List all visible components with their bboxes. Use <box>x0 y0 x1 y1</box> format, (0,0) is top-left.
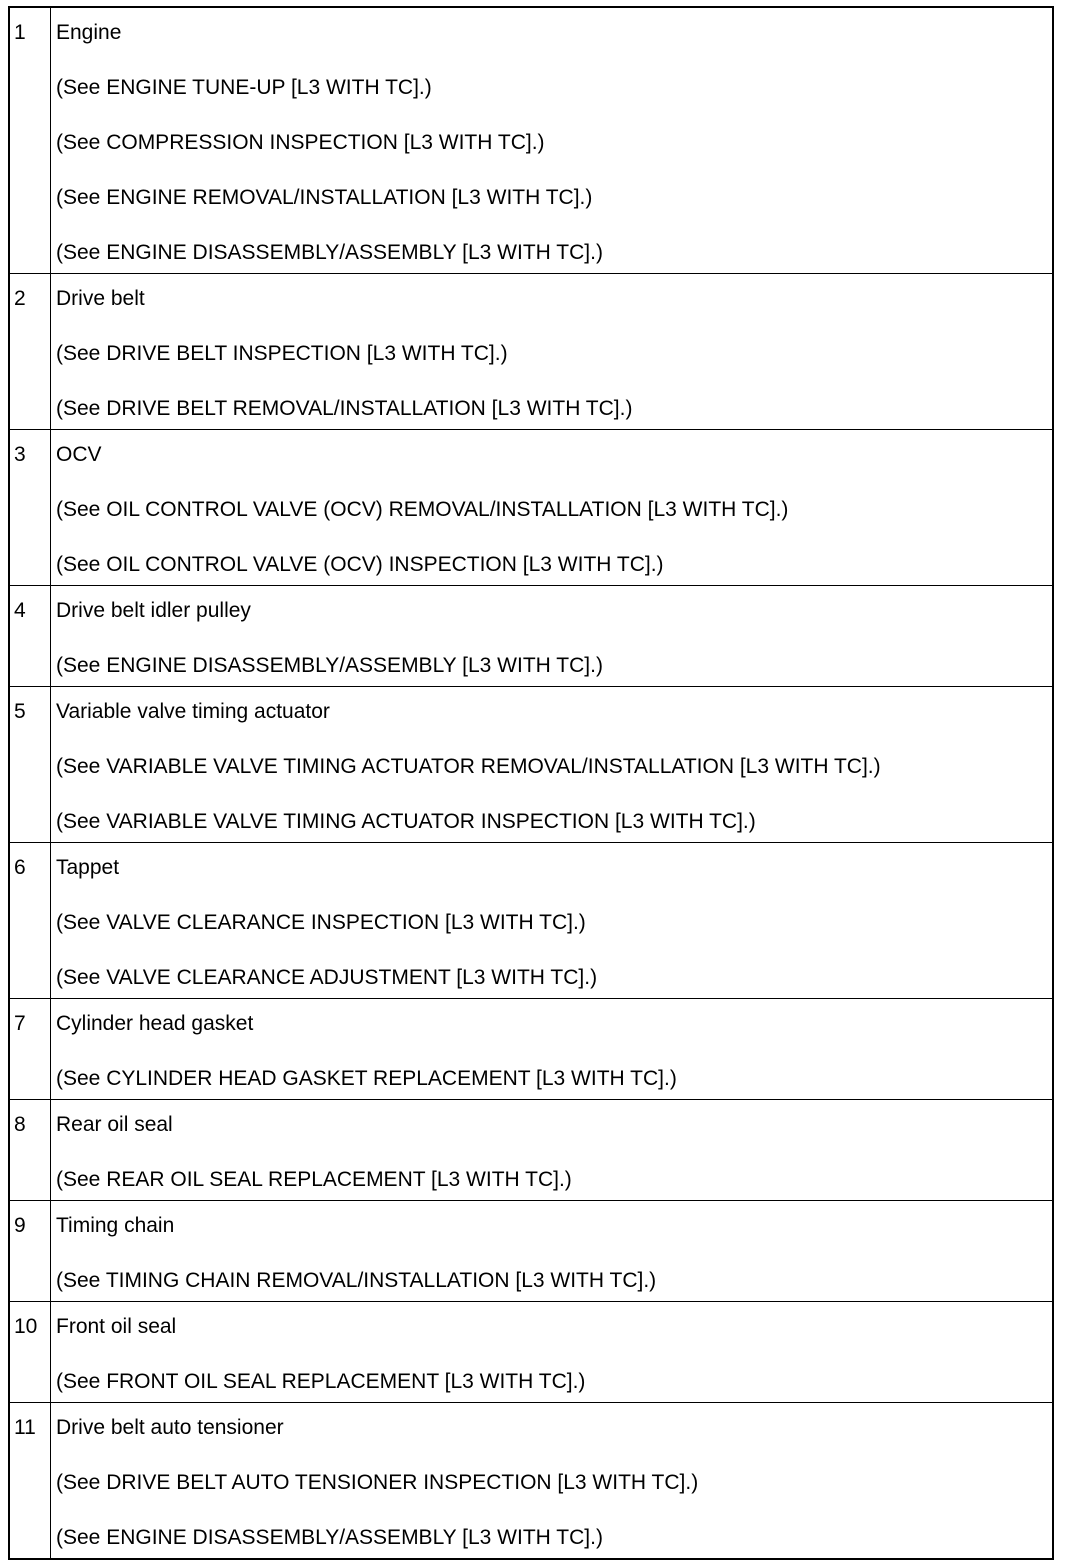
procedure-reference: (See DRIVE BELT AUTO TENSIONER INSPECTION [L3 WITH TC].) <box>56 1471 699 1494</box>
table-row <box>9 1403 1053 1560</box>
procedure-reference: (See FRONT OIL SEAL REPLACEMENT [L3 WITH TC].) <box>56 1370 586 1393</box>
component-title: Timing chain <box>56 1214 175 1237</box>
table-row <box>9 1201 1053 1302</box>
row-content <box>51 687 1054 843</box>
procedure-reference: (See ENGINE DISASSEMBLY/ASSEMBLY [L3 WITH TC].) <box>56 241 603 264</box>
component-title: OCV <box>56 443 102 466</box>
component-title: Drive belt <box>56 287 145 310</box>
procedure-reference: (See VALVE CLEARANCE ADJUSTMENT [L3 WITH TC].) <box>56 966 598 989</box>
component-title: Drive belt idler pulley <box>56 599 251 622</box>
row-content <box>51 7 1054 274</box>
table-row <box>9 1302 1053 1403</box>
procedure-reference: (See OIL CONTROL VALVE (OCV) INSPECTION [L3 WITH TC].) <box>56 553 664 576</box>
row-number: 4 <box>9 586 51 687</box>
table-body <box>9 7 1053 1559</box>
table-row <box>9 7 1053 274</box>
procedure-reference: (See ENGINE REMOVAL/INSTALLATION [L3 WITH TC].) <box>56 186 593 209</box>
procedure-reference: (See TIMING CHAIN REMOVAL/INSTALLATION [L3 WITH TC].) <box>56 1269 657 1292</box>
procedure-reference: (See VARIABLE VALVE TIMING ACTUATOR REMOVAL/INSTALLATION [L3 WITH TC].) <box>56 755 881 778</box>
table-row <box>9 1100 1053 1201</box>
row-content <box>51 1302 1054 1403</box>
row-content <box>51 274 1054 430</box>
table-row <box>9 687 1053 843</box>
component-reference-table <box>8 6 1054 1560</box>
table-row <box>9 586 1053 687</box>
row-content <box>51 843 1054 999</box>
component-title: Cylinder head gasket <box>56 1012 254 1035</box>
procedure-reference: (See CYLINDER HEAD GASKET REPLACEMENT [L3 WITH TC].) <box>56 1067 677 1090</box>
row-content <box>51 1100 1054 1201</box>
procedure-reference: (See DRIVE BELT INSPECTION [L3 WITH TC].) <box>56 342 508 365</box>
procedure-reference: (See OIL CONTROL VALVE (OCV) REMOVAL/INSTALLATION [L3 WITH TC].) <box>56 498 789 521</box>
procedure-reference: (See ENGINE DISASSEMBLY/ASSEMBLY [L3 WITH TC].) <box>56 1526 603 1549</box>
row-content <box>51 1403 1054 1560</box>
procedure-reference: (See VARIABLE VALVE TIMING ACTUATOR INSPECTION [L3 WITH TC].) <box>56 810 756 833</box>
procedure-reference: (See REAR OIL SEAL REPLACEMENT [L3 WITH TC].) <box>56 1168 572 1191</box>
component-title: Variable valve timing actuator <box>56 700 330 723</box>
row-number: 7 <box>9 999 51 1100</box>
row-content <box>51 999 1054 1100</box>
row-content <box>51 1201 1054 1302</box>
procedure-reference: (See ENGINE DISASSEMBLY/ASSEMBLY [L3 WITH TC].) <box>56 654 603 677</box>
table-row <box>9 274 1053 430</box>
table-row <box>9 843 1053 999</box>
row-number: 3 <box>9 430 51 586</box>
row-number: 1 <box>9 7 51 274</box>
procedure-reference: (See DRIVE BELT REMOVAL/INSTALLATION [L3 WITH TC].) <box>56 397 633 420</box>
procedure-reference: (See COMPRESSION INSPECTION [L3 WITH TC].) <box>56 131 545 154</box>
row-number: 11 <box>9 1403 51 1560</box>
component-title: Drive belt auto tensioner <box>56 1416 284 1439</box>
row-content <box>51 586 1054 687</box>
row-number: 9 <box>9 1201 51 1302</box>
row-content <box>51 430 1054 586</box>
row-number: 2 <box>9 274 51 430</box>
procedure-reference: (See VALVE CLEARANCE INSPECTION [L3 WITH TC].) <box>56 911 586 934</box>
procedure-reference: (See ENGINE TUNE-UP [L3 WITH TC].) <box>56 76 432 99</box>
component-title: Tappet <box>56 856 120 879</box>
table-row <box>9 999 1053 1100</box>
component-title: Engine <box>56 21 122 44</box>
table-row <box>9 430 1053 586</box>
row-number: 6 <box>9 843 51 999</box>
component-title: Front oil seal <box>56 1315 177 1338</box>
row-number: 5 <box>9 687 51 843</box>
row-number: 10 <box>9 1302 51 1403</box>
row-number: 8 <box>9 1100 51 1201</box>
component-title: Rear oil seal <box>56 1113 173 1136</box>
